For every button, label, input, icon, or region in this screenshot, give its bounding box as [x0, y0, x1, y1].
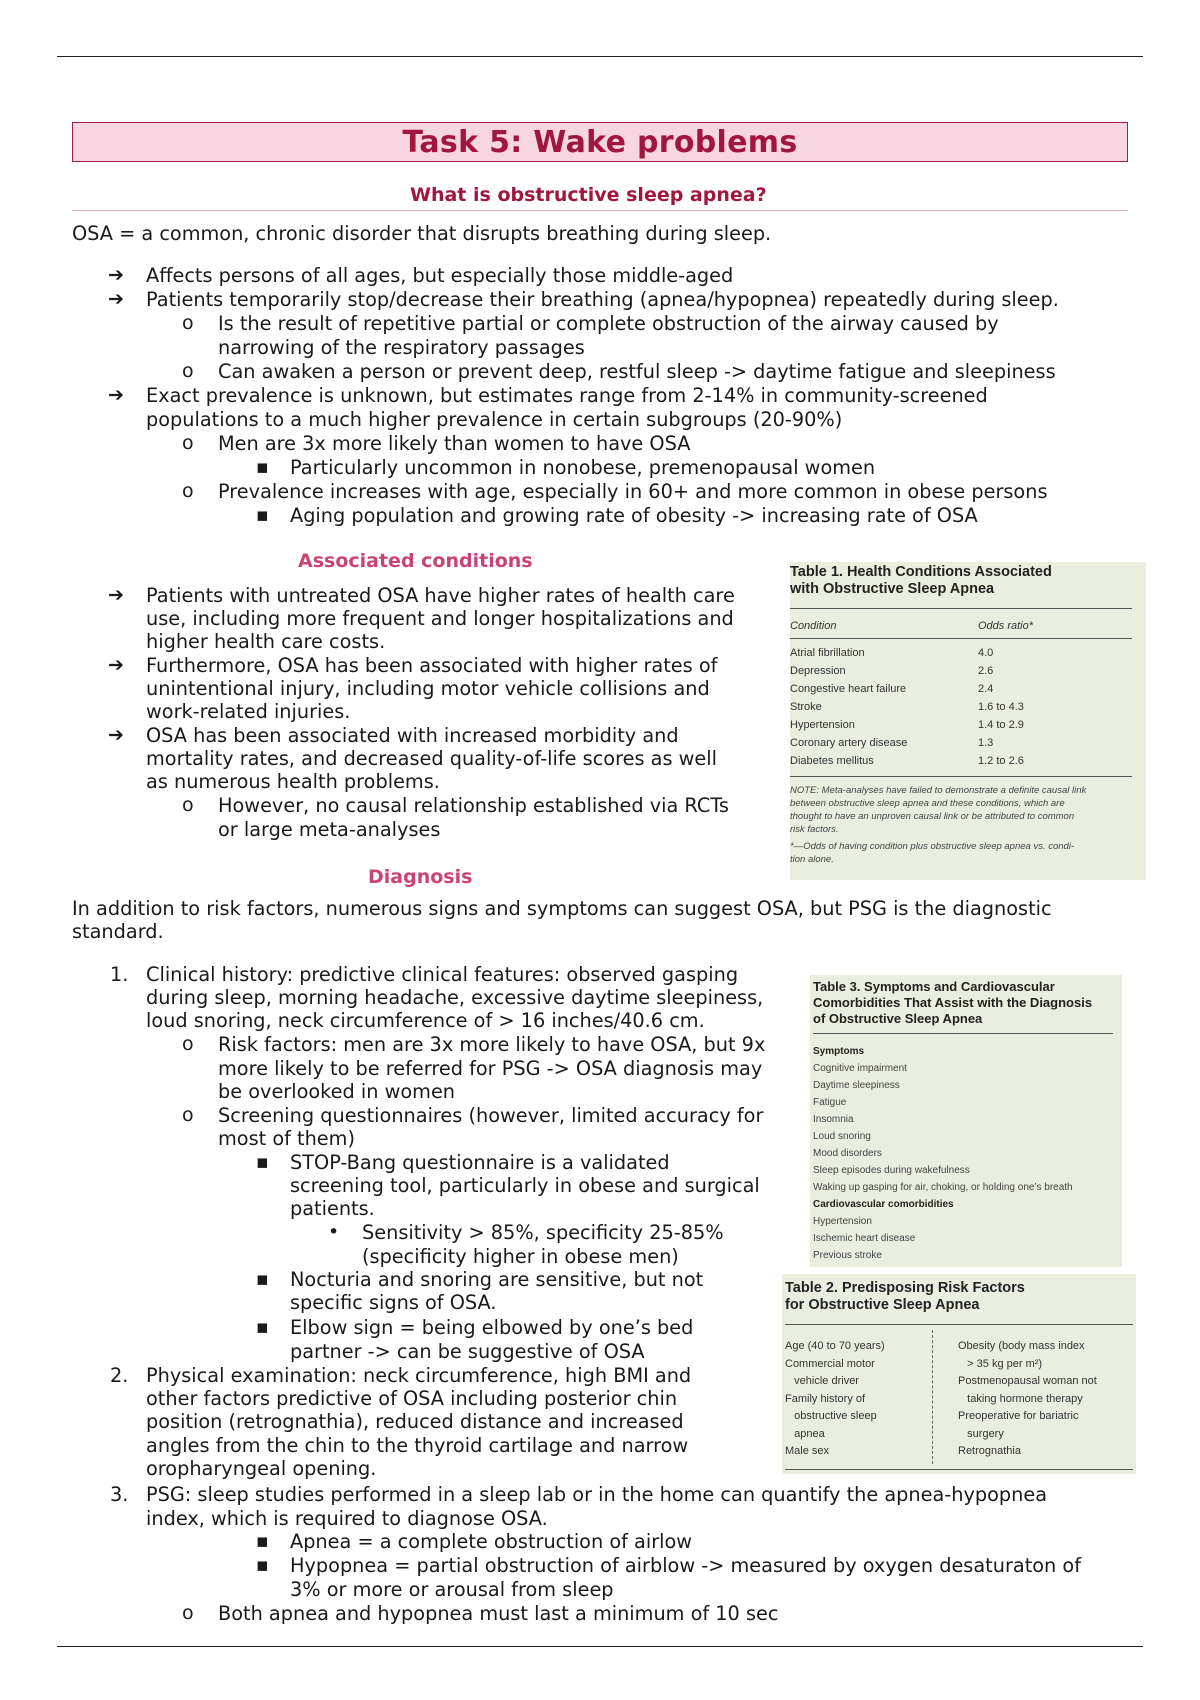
table1-condition-cell: Coronary artery disease [790, 737, 908, 749]
text-line: Physical examination: neck circumference, high BMI and [146, 1364, 692, 1387]
circle-bullet: o [182, 1104, 194, 1126]
list-number: 3. [110, 1483, 129, 1506]
table1-condition-cell: Diabetes mellitus [790, 755, 874, 767]
text-line: or large meta-analyses [218, 818, 441, 841]
table1-odds-cell: 1.3 [978, 737, 994, 749]
text-line: Apnea = a complete obstruction of airlow [290, 1530, 693, 1553]
square-bullet: ▪ [256, 504, 269, 526]
circle-bullet: o [182, 1602, 194, 1624]
circle-bullet: o [182, 432, 194, 454]
circle-bullet: o [182, 312, 194, 334]
bottom-rule [57, 1646, 1143, 1647]
text-line: Particularly uncommon in nonobese, premenopausal women [290, 456, 876, 479]
table1-row [790, 716, 1132, 734]
table3-item: Fatigue [813, 1097, 847, 1108]
table1-figure [790, 562, 1146, 880]
section-rule [72, 210, 1128, 211]
arrow-bullet: ➔ [108, 288, 124, 310]
text-line: Is the result of repetitive partial or complete obstruction of the airway caused by [218, 312, 999, 335]
table2-item: surgery [958, 1427, 1004, 1440]
square-bullet: ▪ [256, 1554, 269, 1576]
table1-rows [790, 644, 1132, 770]
table3-item: Sleep episodes during wakefulness [813, 1165, 970, 1176]
table1-condition-cell: Depression [790, 665, 846, 677]
text-line: (specificity higher in obese men) [362, 1245, 679, 1268]
table2-right-column [958, 1338, 1097, 1461]
text-line: STOP-Bang questionnaire is a validated [290, 1151, 670, 1174]
table1-odds-cell: 2.4 [978, 683, 994, 695]
text-line: loud snoring, neck circumference of > 16 inches/40.6 cm. [146, 1009, 705, 1032]
text-line: narrowing of the respiratory passages [218, 336, 585, 359]
text-line: during sleep, morning headache, excessive daytime sleepiness, [146, 986, 764, 1009]
table2-item: Family history of [785, 1392, 866, 1405]
text-line: PSG: sleep studies performed in a sleep lab or in the home can quantify the apnea-hypopnea [146, 1483, 1048, 1506]
table1-row [790, 752, 1132, 770]
text-line: 3% or more or arousal from sleep [290, 1578, 614, 1601]
table2-item: > 35 kg per m²) [958, 1357, 1043, 1370]
table2-item: Obesity (body mass index [958, 1340, 1085, 1352]
table1-condition-cell: Hypertension [790, 719, 855, 731]
table1-col-odds: Odds ratio* [978, 620, 1034, 632]
text-line: populations to a much higher prevalence in certain subgroups (20-90%) [146, 408, 843, 431]
table3-title: Table 3. Symptoms and Cardiovascular Comorbidities That Assist with the Diagnosis of Obstructive Sleep Apnea [813, 979, 1093, 1026]
table1-condition-cell: Congestive heart failure [790, 683, 907, 695]
table2-item: Male sex [785, 1445, 830, 1457]
text-line: specific signs of OSA. [290, 1291, 497, 1314]
table1-rule [790, 638, 1132, 639]
table2-item: vehicle driver [785, 1375, 859, 1387]
arrow-bullet: ➔ [108, 724, 124, 746]
text-line: OSA = a common, chronic disorder that disrupts breathing during sleep. [72, 222, 772, 245]
table3-list [813, 1043, 1073, 1264]
table2-rule [785, 1469, 1133, 1470]
table3-item: Loud snoring [813, 1131, 871, 1142]
table2-item: Retrognathia [958, 1445, 1021, 1457]
text-line: Exact prevalence is unknown, but estimates range from 2-14% in community-screened [146, 384, 988, 407]
top-rule [57, 56, 1143, 57]
table3-item: Ischemic heart disease [813, 1233, 916, 1244]
text-line: Patients with untreated OSA have higher rates of health care [146, 584, 735, 607]
square-bullet: ▪ [256, 1530, 269, 1552]
text-line: angles from the chin to the thyroid cartilage and narrow [146, 1434, 689, 1457]
table2-item: Age (40 to 70 years) [785, 1340, 885, 1352]
text-line: use, including more frequent and longer hospitalizations and [146, 607, 734, 630]
table3-item: Mood disorders [813, 1148, 882, 1159]
table2-item: Commercial motor [785, 1357, 875, 1370]
text-line: Hypopnea = partial obstruction of airblow -> measured by oxygen desaturaton of [290, 1554, 1081, 1577]
section-heading-diagnosis: Diagnosis [368, 866, 473, 888]
table1-row [790, 734, 1132, 752]
circle-bullet: o [182, 360, 194, 382]
arrow-bullet: ➔ [108, 384, 124, 406]
table1-condition-cell: Stroke [790, 701, 822, 713]
text-line: In addition to risk factors, numerous signs and symptoms can suggest OSA, but PSG is the diagnostic [72, 897, 1052, 920]
text-line: Aging population and growing rate of obesity -> increasing rate of OSA [290, 504, 978, 527]
section-heading-osa: What is obstructive sleep apnea? [410, 184, 767, 206]
table3-item: Cognitive impairment [813, 1063, 907, 1074]
table1-condition-cell: Atrial fibrillation [790, 647, 865, 659]
table1-odds-cell: 4.0 [978, 647, 994, 659]
text-line: work-related injuries. [146, 700, 351, 723]
table1-row [790, 680, 1132, 698]
text-line: Affects persons of all ages, but especially those middle-aged [146, 264, 734, 287]
table1-rule [790, 608, 1132, 609]
square-bullet: ▪ [256, 1151, 269, 1173]
text-line: Screening questionnaires (however, limited accuracy for [218, 1104, 764, 1127]
text-line: position (retrognathia), reduced distance and increased [146, 1410, 684, 1433]
table1-col-condition: Condition [790, 620, 837, 632]
circle-bullet: o [182, 480, 194, 502]
text-line: mortality rates, and decreased quality-of-life scores as well [146, 747, 717, 770]
table3-rule [813, 1033, 1113, 1034]
square-bullet: ▪ [256, 1316, 269, 1338]
square-bullet: ▪ [256, 1268, 269, 1290]
table3-item: Previous stroke [813, 1250, 882, 1261]
text-line: Both apnea and hypopnea must last a minimum of 10 sec [218, 1602, 779, 1625]
table1-odds-cell: 1.2 to 2.6 [978, 755, 1024, 767]
table3-group-heading: Symptoms [813, 1046, 865, 1057]
text-line: be overlooked in women [218, 1080, 456, 1103]
text-line: Patients temporarily stop/decrease their breathing (apnea/hypopnea) repeatedly during sleep. [146, 288, 1059, 311]
list-number: 1. [110, 963, 129, 986]
arrow-bullet: ➔ [108, 584, 124, 606]
square-bullet: ▪ [256, 456, 269, 478]
circle-bullet: o [182, 794, 194, 816]
table2-left-column [785, 1338, 885, 1461]
text-line: more likely to be referred for PSG -> OSA diagnosis may [218, 1057, 763, 1080]
table3-item: Hypertension [813, 1216, 872, 1227]
text-line: Prevalence increases with age, especially in 60+ and more common in obese persons [218, 480, 1048, 503]
table3-item: Insomnia [813, 1114, 854, 1125]
text-line: unintentional injury, including motor vehicle collisions and [146, 677, 710, 700]
table1-odds-cell: 1.6 to 4.3 [978, 701, 1024, 713]
text-line: Clinical history: predictive clinical features: observed gasping [146, 963, 739, 986]
text-line: However, no causal relationship established via RCTs [218, 794, 729, 817]
text-line: partner -> can be suggestive of OSA [290, 1340, 645, 1363]
text-line: index, which is required to diagnose OSA. [146, 1507, 548, 1530]
page-title: Task 5: Wake problems [402, 124, 798, 160]
text-line: other factors predictive of OSA including posterior chin [146, 1387, 678, 1410]
text-line: Sensitivity > 85%, specificity 25-85% [362, 1221, 724, 1244]
text-line: Risk factors: men are 3x more likely to have OSA, but 9x [218, 1033, 766, 1056]
text-line: as numerous health problems. [146, 770, 440, 793]
table1-odds-cell: 2.6 [978, 665, 994, 677]
text-line: patients. [290, 1197, 375, 1220]
section-heading-associated: Associated conditions [298, 550, 533, 572]
text-line: OSA has been associated with increased morbidity and [146, 724, 679, 747]
table2-item: Postmenopausal woman not [958, 1375, 1097, 1387]
table2-item: obstructive sleep [785, 1410, 877, 1422]
table2-title: Table 2. Predisposing Risk Factors for Obstructive Sleep Apnea [785, 1280, 1025, 1313]
arrow-bullet: ➔ [108, 264, 124, 286]
text-line: Elbow sign = being elbowed by one’s bed [290, 1316, 694, 1339]
table2-item: taking hormone therapy [958, 1392, 1083, 1405]
dot-bullet: • [328, 1221, 340, 1243]
table2-rule [785, 1324, 1133, 1325]
table3-item: Waking up gasping for air, choking, or holding one’s breath [813, 1182, 1073, 1193]
text-line: higher health care costs. [146, 630, 386, 653]
table1-title: Table 1. Health Conditions Associated with Obstructive Sleep Apnea [790, 564, 1052, 597]
text-line: screening tool, particularly in obese and surgical [290, 1174, 760, 1197]
table2-figure [782, 1274, 1136, 1474]
table2-divider [932, 1330, 933, 1464]
table2-item: Preoperative for bariatric [958, 1410, 1079, 1422]
circle-bullet: o [182, 1033, 194, 1055]
text-line: Can awaken a person or prevent deep, restful sleep -> daytime fatigue and sleepiness [218, 360, 1056, 383]
text-line: Furthermore, OSA has been associated with higher rates of [146, 654, 718, 677]
table1-rule [790, 776, 1132, 777]
title-box [72, 122, 1128, 162]
table1-odds-cell: 1.4 to 2.9 [978, 719, 1024, 731]
table3-group-heading: Cardiovascular comorbidities [813, 1199, 954, 1210]
table1-row [790, 662, 1132, 680]
arrow-bullet: ➔ [108, 654, 124, 676]
text-line: Nocturia and snoring are sensitive, but not [290, 1268, 704, 1291]
table3-figure [810, 975, 1122, 1267]
text-line: oropharyngeal opening. [146, 1457, 377, 1480]
list-number: 2. [110, 1364, 129, 1387]
table1-row [790, 698, 1132, 716]
table3-item: Daytime sleepiness [813, 1080, 900, 1091]
table2-item: apnea [785, 1427, 825, 1440]
text-line: Men are 3x more likely than women to have OSA [218, 432, 691, 455]
table1-row [790, 644, 1132, 662]
table1-note: NOTE: Meta-analyses have failed to demonstrate a definite causal link between obstructive sleep apnea and these conditions, which are thought to have an unproven causal link or be attributed to common risk factors. *—Odds of having condition plus obstructive sleep apnea vs. condi- tion alone. [790, 785, 1087, 865]
text-line: most of them) [218, 1127, 355, 1150]
text-line: standard. [72, 920, 164, 943]
